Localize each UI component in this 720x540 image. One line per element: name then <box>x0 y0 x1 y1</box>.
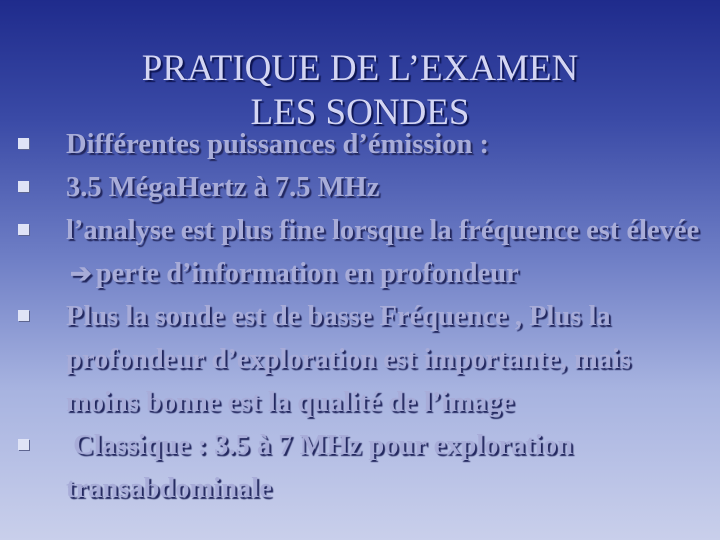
square-bullet-icon <box>18 439 29 450</box>
bullet-item-classic-transabdominal <box>18 424 708 510</box>
bullet-text: 3.5 MégaHertz à 7.5 MHz <box>66 172 380 203</box>
square-bullet-icon <box>18 310 29 321</box>
bullet-item-low-frequency-depth <box>18 295 708 424</box>
bullet-item-frequency-range <box>18 166 708 209</box>
square-bullet-icon <box>18 224 29 235</box>
bullet-text-before-arrow: l’analyse est plus fine lorsque la fréquence est élevée <box>66 215 700 246</box>
bullet-text-after-arrow: perte d’information en profondeur <box>95 258 519 289</box>
bullet-text <box>66 209 708 295</box>
bullet-text: Plus la sonde est de basse Fréquence , Plus la profondeur d’exploration est importante, mais moins bonne est la qualité de l’image <box>66 301 631 418</box>
bullet-item-analysis-resolution <box>18 209 708 295</box>
square-bullet-icon <box>18 181 29 192</box>
bullet-text: Classique : 3.5 à 7 MHz pour exploration transabdominale <box>66 430 581 504</box>
bullet-item-emission-powers <box>18 123 708 166</box>
slide-title <box>40 47 680 135</box>
title-line-1: PRATIQUE DE L’EXAMEN <box>141 47 579 89</box>
title-line-2: LES SONDES <box>250 91 470 133</box>
bullet-list <box>18 123 708 510</box>
right-arrow-icon: ➔ <box>70 259 92 288</box>
bullet-text: Différentes puissances d’émission : <box>66 129 490 160</box>
square-bullet-icon <box>18 138 29 149</box>
